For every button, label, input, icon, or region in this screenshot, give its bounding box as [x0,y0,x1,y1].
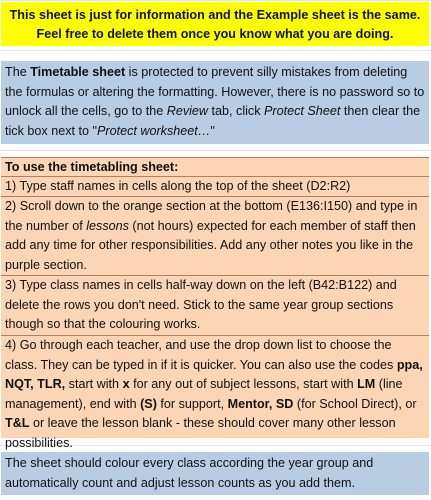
protect-sheet-label: Protect Sheet [264,104,341,118]
timetable-sheet-label: Timetable sheet [30,65,126,79]
code-mentor-sd: Mentor, SD [227,396,294,411]
text: 4) Go through each teacher, and use the drop down list to choose the class. They can be typed in if it is quicker. You can also use the codes [5,338,397,372]
text: 2) Scroll down to the orange section at the bottom (E136:I150) and type in the number of [5,199,418,233]
protect-worksheet-label: Protect worksheet… [96,123,211,138]
text: (for School Direct), or [293,396,417,411]
code-lm: LM [357,377,376,391]
lessons-label: lessons [86,218,129,233]
step-2 [1,197,429,276]
text: for any out of subject lessons, start with [129,377,358,391]
text: is protected to prevent silly mistakes from deleting the formulas or altering the formatting. However, there is no password so to unlock all the cells, go to the [5,65,425,118]
protection-note [1,61,429,144]
footer-note: The sheet should colour every class according the year group and automatically count and adjust lesson counts as you add them. [1,452,429,495]
text: (line management), end with [5,377,403,411]
code-nqt-tlr: NQT, TLR, [5,377,66,391]
text: (not hours) expected for each member of staff then add any time for other responsibilities. Add any other notes you like in the purple section. [5,218,416,272]
step-1: 1) Type staff names in cells along the top of the sheet (D2:R2) [1,177,429,197]
text: then clear the tick box next to " [5,104,421,138]
instructions-heading: To use the timetabling sheet: [1,157,429,177]
code-tl: T&L [5,416,30,430]
step-4 [1,336,429,450]
banner-line-2: Feel free to delete them once you know what you are doing. [36,27,394,41]
info-banner [1,2,429,46]
text: start with [65,377,123,391]
code-x: x [122,377,130,391]
code-ppa: ppa, [396,357,423,372]
review-tab-label: Review [166,104,209,118]
step-3: 3) Type class names in cells half-way down on the left (B42:B122) and delete the rows you don't need. Stick to the same year group sections though so that the colouring works. [1,276,429,336]
text: " [210,123,215,138]
text: for support, [156,396,228,411]
text: or leave the lesson blank - these should cover many other lesson possibilities. [5,416,396,450]
instructions-table [1,157,429,450]
banner-line-1: This sheet is just for information and the Example sheet is the same. [9,8,421,22]
text: tab, click [208,104,265,118]
code-s: (S) [140,396,157,411]
text: The [5,65,31,79]
